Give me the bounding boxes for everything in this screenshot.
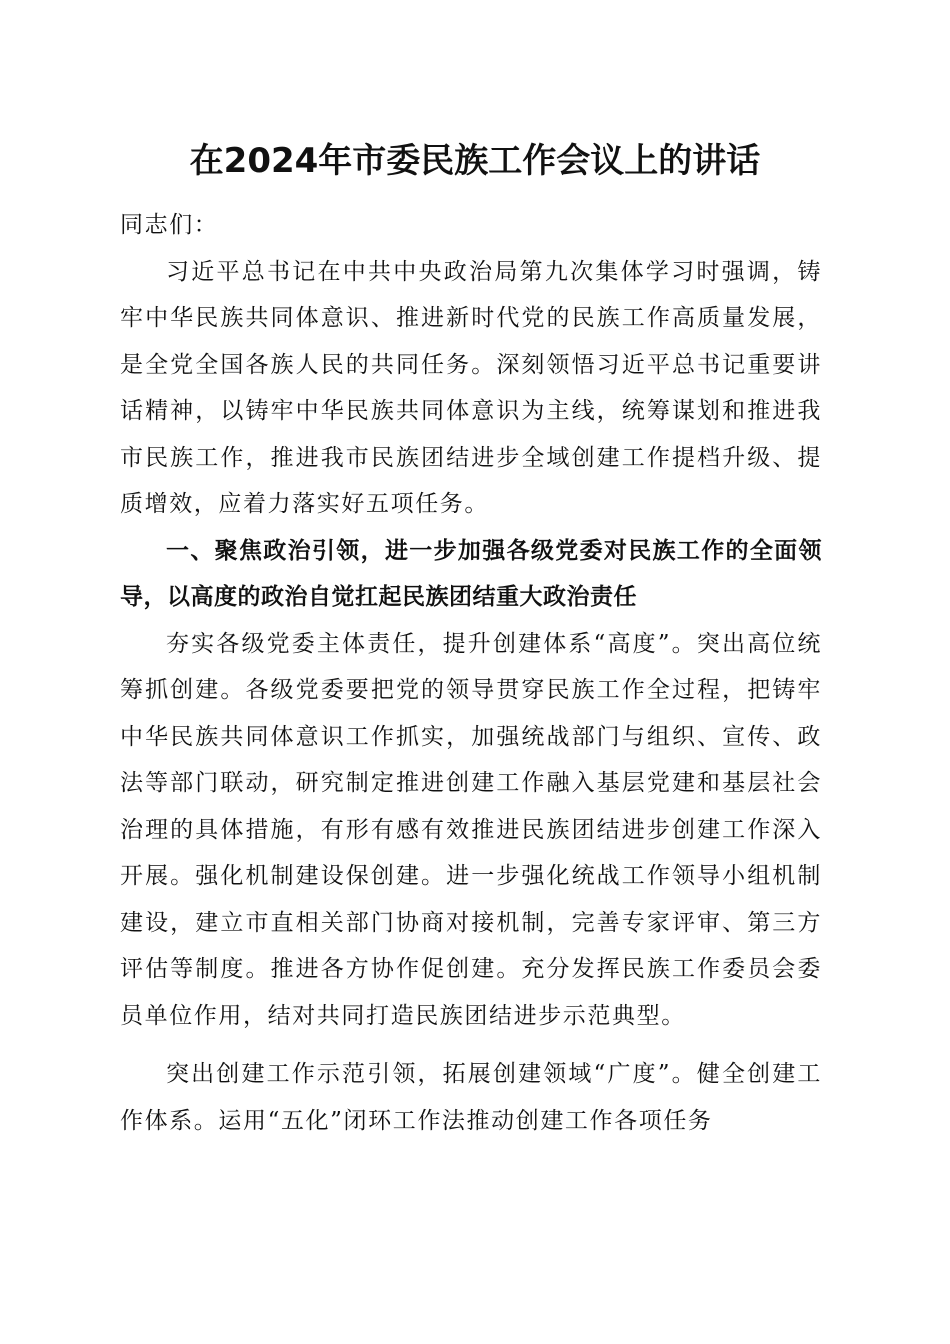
body-paragraph: 突出创建工作示范引领，拓展创建领域“广度”。健全创建工作体系。运用“五化”闭环工作法推动创建工作各项任务	[120, 1061, 822, 1134]
section-heading-one: 一、聚焦政治引领，进一步加强各级党委对民族工作的全面领导，以高度的政治自觉扛起民族团结重大政治责任	[120, 537, 822, 610]
intro-paragraph: 习近平总书记在中共中央政治局第九次集体学习时强调，铸牢中华民族共同体意识、推进新时代党的民族工作高质量发展，是全党全国各族人民的共同任务。深刻领悟习近平总书记重要讲话精神，以铸牢中华民族共同体意识为主线，统筹谋划和推进我市民族工作，推进我市民族团结进步全域创建工作提档升级、提质增效，应着力落实好五项任务。	[120, 258, 822, 517]
document-body	[120, 202, 822, 1144]
salutation: 同志们：	[120, 212, 219, 238]
document-title: 在2024年市委民族工作会议上的讲话	[189, 141, 761, 181]
paragraph-spacer	[120, 1039, 822, 1051]
body-paragraph: 夯实各级党委主体责任，提升创建体系“高度”。突出高位统筹抓创建。各级党委要把党的领导贯穿民族工作全过程，把铸牢中华民族共同体意识工作抓实，加强统战部门与组织、宣传、政法等部门联动，研究制定推进创建工作融入基层党建和基层社会治理的具体措施，有形有感有效推进民族团结进步创建工作深入开展。强化机制建设保创建。进一步强化统战工作领导小组机制建设，建立市直相关部门协商对接机制，完善专家评审、第三方评估等制度。推进各方协作促创建。充分发挥民族工作委员会委员单位作用，结对共同打造民族团结进步示范典型。	[120, 630, 822, 1029]
